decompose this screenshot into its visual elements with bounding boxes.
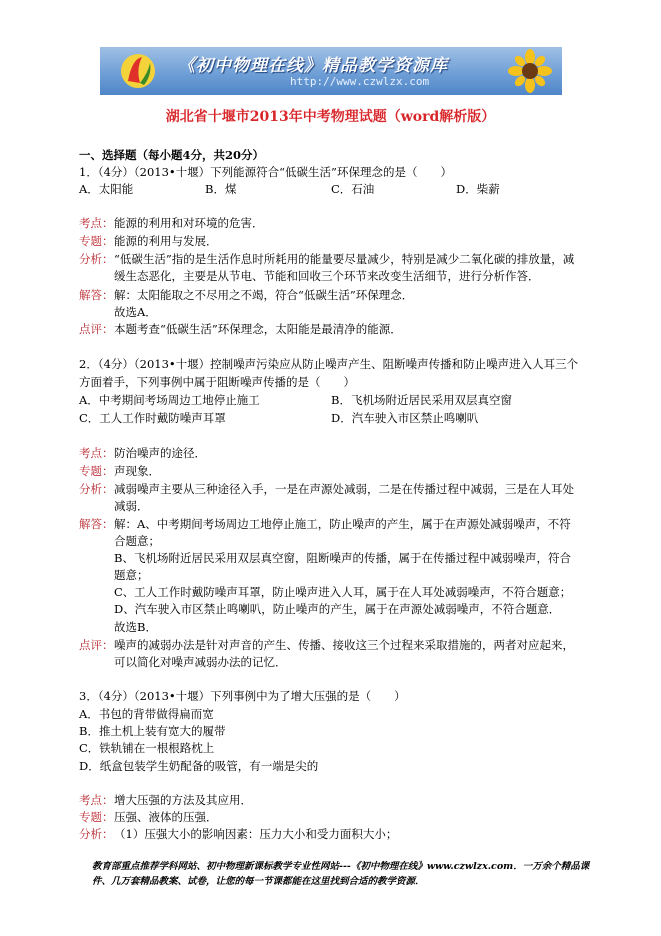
q1-dianping-label: 点评： [79, 322, 114, 336]
footer-line-1: 教育部重点推荐学科网站、初中物理新课标教学专业性网站---《初中物理在线》www.czwlzx.com．一万余个精品课 [92, 861, 590, 872]
q2-zhuanti: 声现象． [114, 464, 160, 478]
banner-url[interactable]: http://www.czwlzx.com [290, 75, 430, 88]
q2-dianping-label: 点评： [79, 638, 114, 652]
q3-fenxi-label: 分析： [79, 827, 114, 841]
q1-kaodian: 能源的利用和对环境的危害． [114, 216, 264, 230]
q3-stem: 3．（4分）（2013•十堰）下列事例中为了增大压强的是（ ） [79, 689, 406, 703]
q2-jieda-line-7: 故选B． [114, 620, 157, 634]
q3-fenxi: （1）压强大小的影响因素：压力大小和受力面积大小； [114, 827, 398, 841]
q1-jieda-line-1: 解：太阳能取之不尽用之不竭，符合“低碳生活”环保理念． [114, 288, 414, 302]
site-logo-icon [118, 51, 158, 91]
q2-kaodian-label: 考点： [79, 446, 114, 460]
q1-jieda-line-2: 故选A． [114, 305, 157, 319]
q2-kaodian: 防治噪声的途径． [114, 446, 206, 460]
q2-stem-line-2: 方面着手，下列事例中属于阻断噪声传播的是（ ） [79, 375, 355, 389]
q1-option-a: A．太阳能 [79, 182, 134, 196]
q1-fenxi-line-1: “低碳生活”指的是生活作息时所耗用的能量要尽量减少，特别是减少二氧化碳的排放量，减 [114, 252, 575, 266]
q2-fenxi-label: 分析： [79, 482, 114, 496]
q2-zhuanti-label: 专题： [79, 464, 114, 478]
sunflower-icon [502, 49, 558, 93]
q1-dianping: 本题考查“低碳生活”环保理念，太阳能是最清净的能源． [114, 322, 402, 336]
q3-option-a: A．书包的背带做得扁而宽 [79, 707, 214, 721]
q2-dianping-line-1: 噪声的减弱办法是针对声音的产生、传播、接收这三个过程来采取措施的，两者对应起来， [114, 638, 574, 652]
q1-stem: 1．（4分）（2013•十堰）下列能源符合“低碳生活”环保理念的是（ ） [79, 165, 452, 179]
q3-option-d: D．纸盒包装学生奶配备的吸管，有一端是尖的 [79, 759, 319, 773]
q3-zhuanti: 压强、液体的压强． [114, 810, 218, 824]
q2-jieda-line-4: 题意； [114, 568, 149, 582]
q2-option-a: A．中考期间考场周边工地停止施工 [79, 393, 260, 407]
q1-fenxi-line-2: 缓生态恶化，主要是从节电、节能和回收三个环节来改变生活细节，进行分析作答． [114, 269, 540, 283]
q3-option-c: C．铁轨铺在一根根路枕上 [79, 741, 215, 755]
q2-dianping-line-2: 可以简化对噪声减弱办法的记忆． [114, 655, 287, 669]
q2-fenxi-line-2: 减弱． [114, 499, 149, 513]
q1-fenxi-label: 分析： [79, 252, 114, 266]
document-title: 湖北省十堰市2013年中考物理试题（word解析版） [165, 109, 496, 125]
q1-jieda-label: 解答： [79, 288, 114, 302]
q2-option-c: C．工人工作时戴防噪声耳罩 [79, 411, 226, 425]
q1-option-d: D．柴薪 [456, 182, 500, 196]
q1-kaodian-label: 考点： [79, 216, 114, 230]
q1-zhuanti: 能源的利用与发展． [114, 234, 218, 248]
q2-fenxi-line-1: 减弱噪声主要从三种途径入手，一是在声源处减弱，二是在传播过程中减弱，三是在人耳处 [114, 482, 574, 496]
q2-jieda-line-6: D、汽车驶入市区禁止鸣喇叭，防止噪声的产生，属于在声源处减弱噪声，不符合题意． [114, 602, 561, 616]
q1-zhuanti-label: 专题： [79, 234, 114, 248]
q3-kaodian: 增大压强的方法及其应用． [114, 793, 252, 807]
q3-zhuanti-label: 专题： [79, 810, 114, 824]
q2-jieda-label: 解答： [79, 517, 114, 531]
section-heading: 一、选择题（每小题4分，共20分） [79, 148, 265, 162]
q3-option-b: B．推土机上装有宽大的履带 [79, 724, 226, 738]
q1-option-b: B．煤 [205, 182, 237, 196]
footer-line-2: 件、几万套精品教案、试卷，让您的每一节课都能在这里找到合适的教学资源． [92, 876, 425, 887]
q3-kaodian-label: 考点： [79, 793, 114, 807]
q2-jieda-line-5: C、工人工作时戴防噪声耳罩，防止噪声进入人耳，属于在人耳处减弱噪声，不符合题意； [114, 585, 572, 599]
q1-option-c: C．石油 [331, 182, 375, 196]
q2-stem-line-1: 2．（4分）（2013•十堰）控制噪声污染应从防止噪声产生、阻断噪声传播和防止噪声进入人耳三个 [79, 357, 579, 371]
banner-title: 《初中物理在线》精品教学资源库 [178, 56, 448, 76]
q2-option-b: B．飞机场附近居民采用双层真空窗 [331, 393, 512, 407]
q2-jieda-line-2: 合题意； [114, 534, 160, 548]
header-banner [100, 47, 562, 95]
q2-jieda-line-3: B、飞机场附近居民采用双层真空窗，阻断噪声的传播，属于在传播过程中减弱噪声，符合 [114, 551, 571, 565]
q2-option-d: D．汽车驶入市区禁止鸣喇叭 [331, 411, 479, 425]
q2-jieda-line-1: 解：A、中考期间考场周边工地停止施工，防止噪声的产生，属于在声源处减弱噪声，不符 [114, 517, 571, 531]
